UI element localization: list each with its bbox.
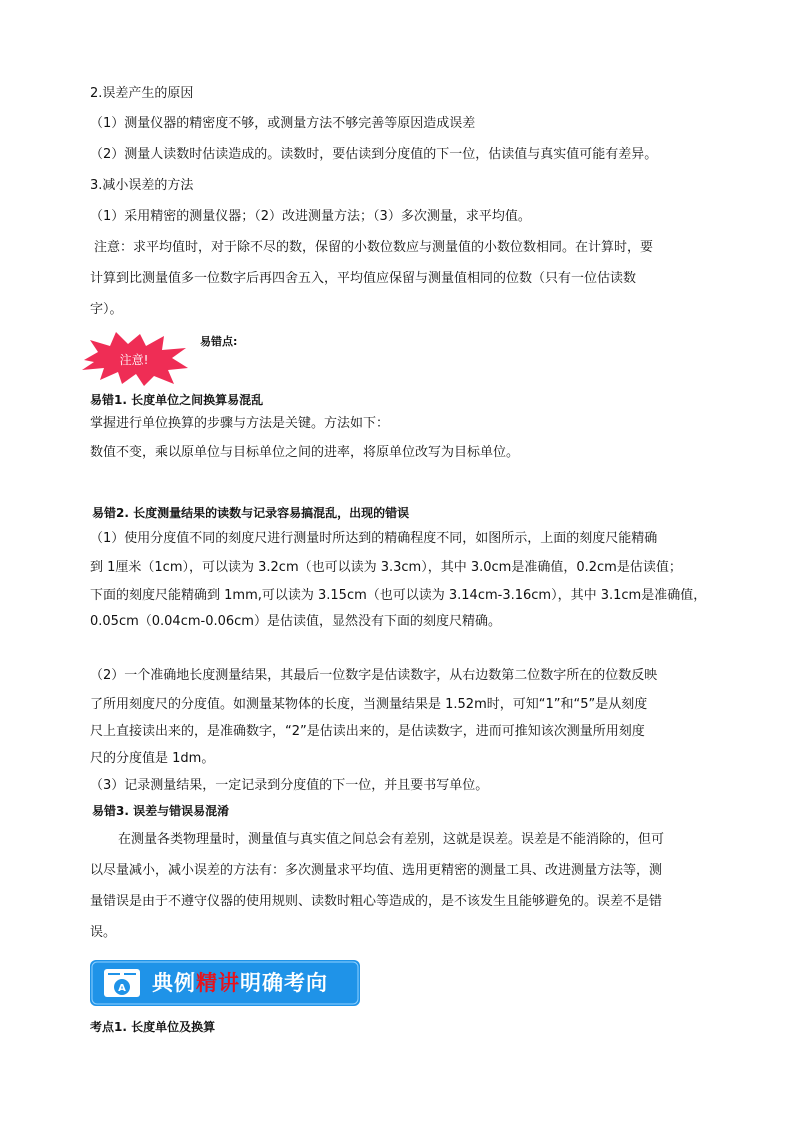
book-icon (102, 965, 142, 1001)
error2-p2-line-2: 了所用刻度尺的分度值。如测量某物体的长度，当测量结果是 1.52m时，可知“1”和“5”是从刻度 (90, 697, 648, 712)
reduce-items: （1）采用精密的测量仪器；（2）改进测量方法；（3）多次测量，求平均值。 (90, 209, 531, 224)
error3-title: 易错3. 误差与错误易混淆 (92, 804, 230, 818)
banner-part-2: 精讲 (196, 971, 240, 995)
error2-title: 易错2. 长度测量结果的读数与记录容易搞混乱，出现的错误 (92, 506, 410, 520)
error2-p2-line-4: 尺的分度值是 1dm。 (90, 751, 215, 766)
error2-p1-line-1: （1）使用分度值不同的刻度尺进行测量时所达到的精确程度不同，如图所示，上面的刻度尺能精确 (90, 531, 658, 546)
note-line-3: 字）。 (90, 302, 123, 317)
error2-p1-line-3: 下面的刻度尺能精确到 1mm,可以读为 3.15cm（也可以读为 3.14cm-3.16cm），其中 3.1cm是准确值， (90, 588, 707, 603)
svg-text:A: A (118, 983, 126, 994)
cause-item-1: （1）测量仪器的精密度不够，或测量方法不够完善等原因造成误差 (90, 116, 476, 131)
error2-p3: （3）记录测量结果，一定记录到分度值的下一位，并且要书写单位。 (90, 778, 489, 793)
error2-p1-line-2: 到 1厘米（1cm），可以读为 3.2cm（也可以读为 3.3cm），其中 3.0cm是准确值，0.2cm是估读值； (90, 560, 682, 575)
section-banner (90, 960, 360, 1006)
error3-line-1: 在测量各类物理量时，测量值与真实值之间总会有差别，这就是误差。误差是不能消除的，但可 (118, 832, 665, 847)
error2-p2-line-1: （2）一个准确地长度测量结果，其最后一位数字是估读数字，从右边数第二位数字所在的位数反映 (90, 668, 658, 683)
attention-badge: 注意! (119, 353, 149, 367)
error3-line-3: 量错误是由于不遵守仪器的使用规则、读数时粗心等造成的，是不该发生且能够避免的。误差不是错 (90, 894, 663, 909)
heading-cause: 2.误差产生的原因 (90, 86, 194, 101)
attention-burst-icon (80, 330, 192, 386)
banner-part-1: 典例 (152, 971, 196, 995)
banner-part-3: 明确考向 (240, 971, 328, 995)
callout-heading: 易错点: (200, 335, 238, 348)
error2-p2-line-3: 尺上直接读出来的，是准确数字，“2”是估读出来的，是估读数字，进而可推知该次测量所用刻度 (90, 724, 645, 739)
banner-title (152, 967, 328, 997)
error3-line-2: 以尽量减小，减小误差的方法有：多次测量求平均值、选用更精密的测量工具、改进测量方法等，测 (90, 863, 663, 878)
error3-line-4: 误。 (90, 925, 117, 940)
topic1-title: 考点1. 长度单位及换算 (90, 1020, 216, 1034)
note-line-1: 注意：求平均值时，对于除不尽的数，保留的小数位数应与测量值的小数位数相同。在计算时，要 (94, 240, 654, 255)
heading-reduce: 3.减小误差的方法 (90, 178, 194, 193)
error1-line-2: 数值不变，乘以原单位与目标单位之间的进率，将原单位改写为目标单位。 (90, 445, 520, 460)
error1-line-1: 掌握进行单位换算的步骤与方法是关键。方法如下： (90, 416, 390, 431)
note-line-2: 计算到比测量值多一位数字后再四舍五入，平均值应保留与测量值相同的位数（只有一位估读数 (90, 271, 637, 286)
error1-title: 易错1. 长度单位之间换算易混乱 (90, 393, 264, 407)
error2-p1-line-4: 0.05cm（0.04cm-0.06cm）是估读值，显然没有下面的刻度尺精确。 (90, 614, 501, 629)
cause-item-2: （2）测量人读数时估读造成的。读数时，要估读到分度值的下一位，估读值与真实值可能有差异。 (90, 147, 658, 162)
